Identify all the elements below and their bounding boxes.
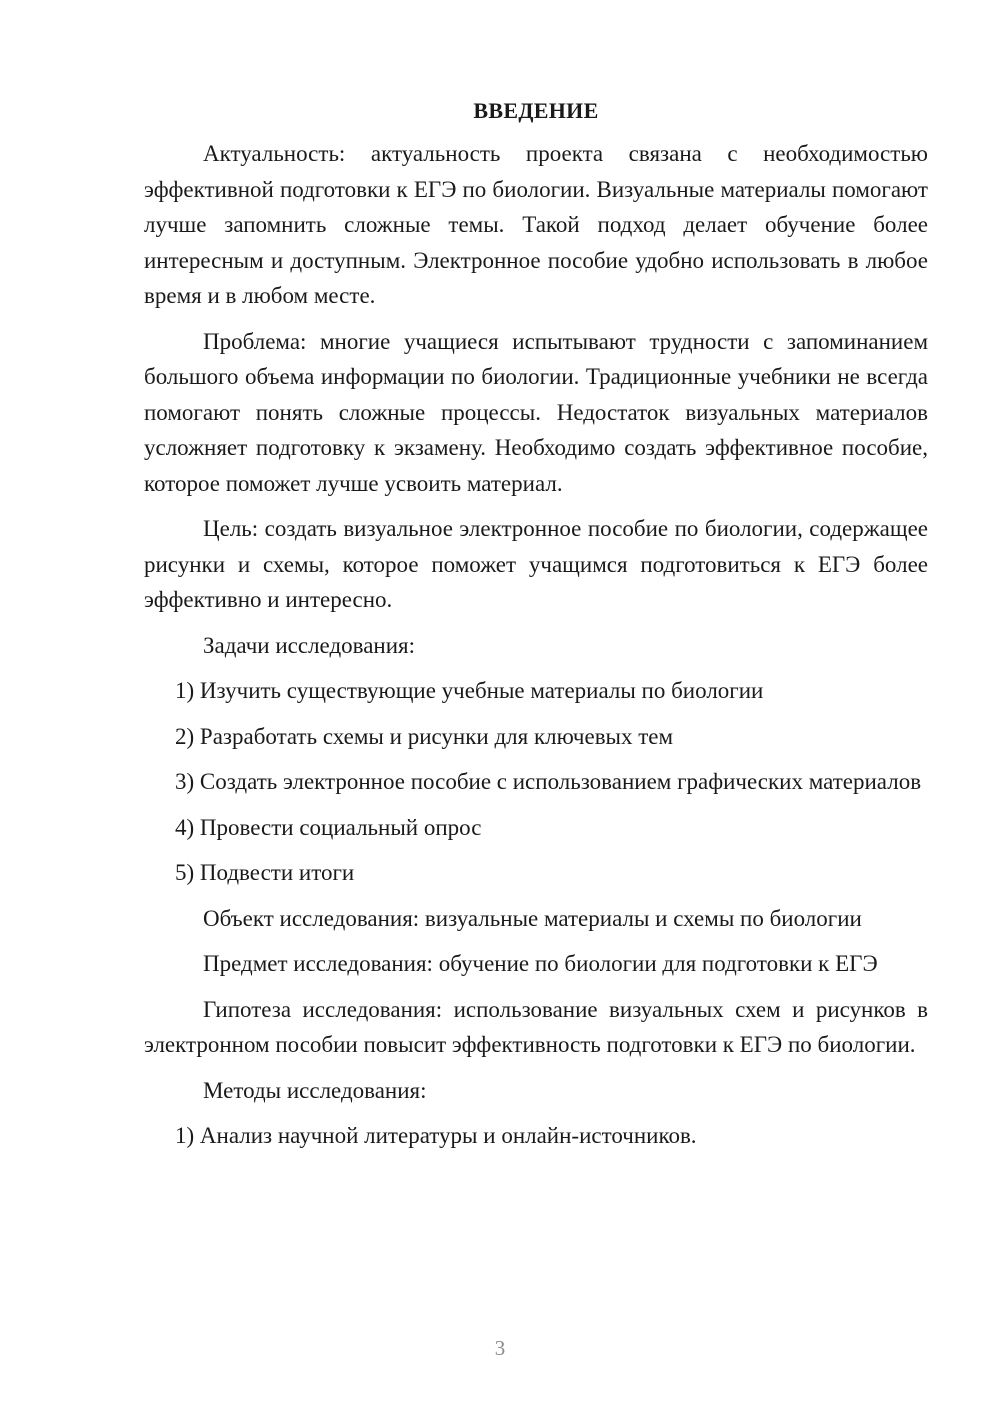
task-item-5: 5) Подвести итоги	[175, 860, 355, 885]
method-item-1: 1) Анализ научной литературы и онлайн-источников.	[175, 1123, 697, 1148]
tasks-heading: Задачи исследования:	[203, 632, 416, 658]
paragraph-subject: Предмет исследования: обучение по биологии для подготовки к ЕГЭ	[203, 951, 878, 976]
paragraph-object: Объект исследования: визуальные материалы и схемы по биологии	[203, 905, 862, 931]
task-item-1: 1) Изучить существующие учебные материалы по биологии	[175, 678, 764, 703]
task-item-4: 4) Провести социальный опрос	[175, 814, 482, 840]
paragraph-hypothesis: Гипотеза исследования: использование визуальных схем и рисунков в электронном пособии повысит эффективность подготовки к ЕГЭ по биологии.	[144, 996, 928, 1057]
task-item-3: 3) Создать электронное пособие с использованием графических материалов	[175, 769, 922, 794]
paragraph-goal: Цель: создать визуальное электронное пособие по биологии, содержащее рисунки и схемы, которое поможет учащимся подготовиться к ЕГЭ более эффективно и интересно.	[144, 516, 928, 612]
paragraph-relevance: Актуальность: актуальность проекта связана с необходимостью эффективной подготовки к ЕГЭ по биологии. Визуальные материалы помогают лучше запомнить сложные темы. Такой подход делает обучение более интересным и доступным. Электронное пособие удобно использовать в любое время и в любом месте.	[144, 141, 928, 308]
task-item-2: 2) Разработать схемы и рисунки для ключевых тем	[175, 723, 674, 749]
paragraph-problem: Проблема: многие учащиеся испытывают трудности с запоминанием большого объема информации по биологии. Традиционные учебники не всегда помогают понять сложные процессы. Недостаток визуальных материалов усложняет подготовку к экзамену. Необходимо создать эффективное пособие, которое поможет лучше усвоить материал.	[144, 328, 928, 496]
page-title: ВВЕДЕНИЕ	[473, 98, 599, 123]
page-content	[144, 96, 928, 1164]
methods-heading: Методы исследования:	[203, 1077, 427, 1103]
page-number: 3	[494, 1336, 506, 1360]
